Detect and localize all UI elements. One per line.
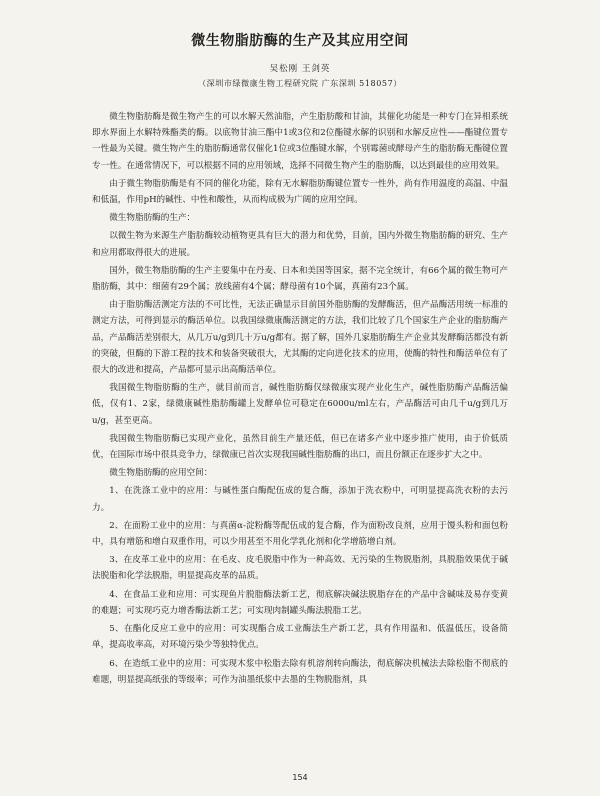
body-paragraph: 以微生物为来源生产脂肪酶较动植物更具有巨大的潜力和优势，目前，国内外微生物脂肪酶的研究、生产和应用都取得很大的进展。 [92,231,508,258]
section-heading-applications: 微生物脂肪酶的应用空间： [109,468,213,479]
body-paragraph: 我国微生物脂肪酶已实现产业化，虽然目前生产量还低，但已在诸多产业中逐步推广使用，由于价低质优，在国际市场中很具竞争力，绿微康已首次实现我国碱性脂肪酶的出口，而且份额正在逐步扩大之中。 [92,433,508,461]
body-paragraph: 由于脂肪酶活测定方法的不可比性，无法正确显示目前国外脂肪酶的发酵酶活，但产品酶活用统一标准的测定方法，可得到显示的酶活单位。以我国绿微康酶活测定的方法，我们比较了几个国家生产企业的脂肪酶产品，产品酶活差别很大，从几万u/g到几十万u/g都有。据了解，国外几家脂肪酶生产企业其发酵酶活都没有新的突破，但酶的下游工程的技术和装备突破很大，尤其酶的定向进化技术的应用，使酶的特性和酶活单位有了很大的改进和提高，产品都可显示出高酶活单位。 [92,300,508,376]
article-body [92,109,508,688]
body-paragraph: 我国微生物脂肪酶的生产，就目前而言，碱性脂肪酶仅绿微康实现产业化生产，碱性脂肪酶产品酶活偏低，仅有1、2家，绿微康碱性脂肪酶罐上发酵单位可稳定在6000u/ml左右，产品酶活可由几千u/g到几万u/g，甚至更高。 [92,383,508,426]
article-affiliation: （深圳市绿微康生物工程研究院 广东深圳 518057） [198,79,402,88]
page-number: 154 [292,773,308,782]
body-paragraph: 由于微生物脂肪酶是有不同的催化功能，除有无水解脂肪酶键位置专一性外，尚有作用温度的高温、中温和低温，作用pH的碱性、中性和酸性，从而构成极为广阔的应用空间。 [92,178,508,206]
section-heading-production: 微生物脂肪酶的生产： [109,213,196,224]
application-item: 4、在食品工业和应用：可实现鱼片脱脂酶法新工艺，彻底解决碱法脱脂存在的产品中含碱味及易存变黄的难题；可实现巧克力增香酶法新工艺；可实现肉制罐头酶法脱脂工艺。 [92,589,508,616]
application-item: 5、在酯化反应工业中的应用：可实现酯合成工业酶法生产新工艺，具有作用温和、低温低压，设备简单，提高收率高，对环境污染少等独特优点。 [92,624,508,651]
application-item: 3、在皮革工业中的应用：在毛皮、皮毛脱脂中作为一种高效、无污染的生物脱脂剂，具脱脂效果优于碱法脱脂和化学法脱脂，明显提高皮革的品质。 [92,555,508,582]
article-title: 微生物脂肪酶的生产及其应用空间 [191,33,409,49]
application-item: 2、在面粉工业中的应用：与真菌α-淀粉酶等配伍成的复合酶，作为面粉改良剂，应用于馒头粉和面包粉中，具有增筋和增白双重作用，可以少用甚至不用化学乳化剂和化学增筋增白剂。 [92,520,508,548]
body-paragraph: 微生物脂肪酶是微生物产生的可以水解天然油脂，产生脂肪酸和甘油，其催化功能是一种专门在异相系统即水界面上水解特殊酯类的酶。以底物甘油三酯中1或3位和2位酯键水解的识别和水解反应性——酯键位置专一性最为关键。微生物产生的脂肪酶通常仅催化1位或3位酯键水解，个别霉菌或酵母产生的脂肪酶无酯键位置专一性。在通常情况下，可以根据不同的应用领域，选择不同微生物产生的脂肪酶，以达到最佳的应用效果。 [92,112,508,171]
application-item: 1、在洗涤工业中的应用：与碱性蛋白酶配伍成的复合酶，添加于洗衣粉中，可明显提高洗衣粉的去污力。 [92,486,508,513]
article-authors: 吴松刚 王剑英 [269,64,331,74]
application-item: 6、在造纸工业中的应用：可实现木浆中松脂去除有机溶剂转向酶法，彻底解决机械法去除松脂不彻底的难题，明显提高纸张的等级率；可作为油墨纸浆中去墨的生物脱脂剂，具 [92,658,508,685]
body-paragraph: 国外，微生物脂肪酶的生产主要集中在丹麦、日本和美国等国家，据不完全统计，有66个属的微生物可产脂肪酶，其中：细菌有29个属；放线菌有4个属；酵母菌有10个属，真菌有23个属。 [92,265,508,293]
